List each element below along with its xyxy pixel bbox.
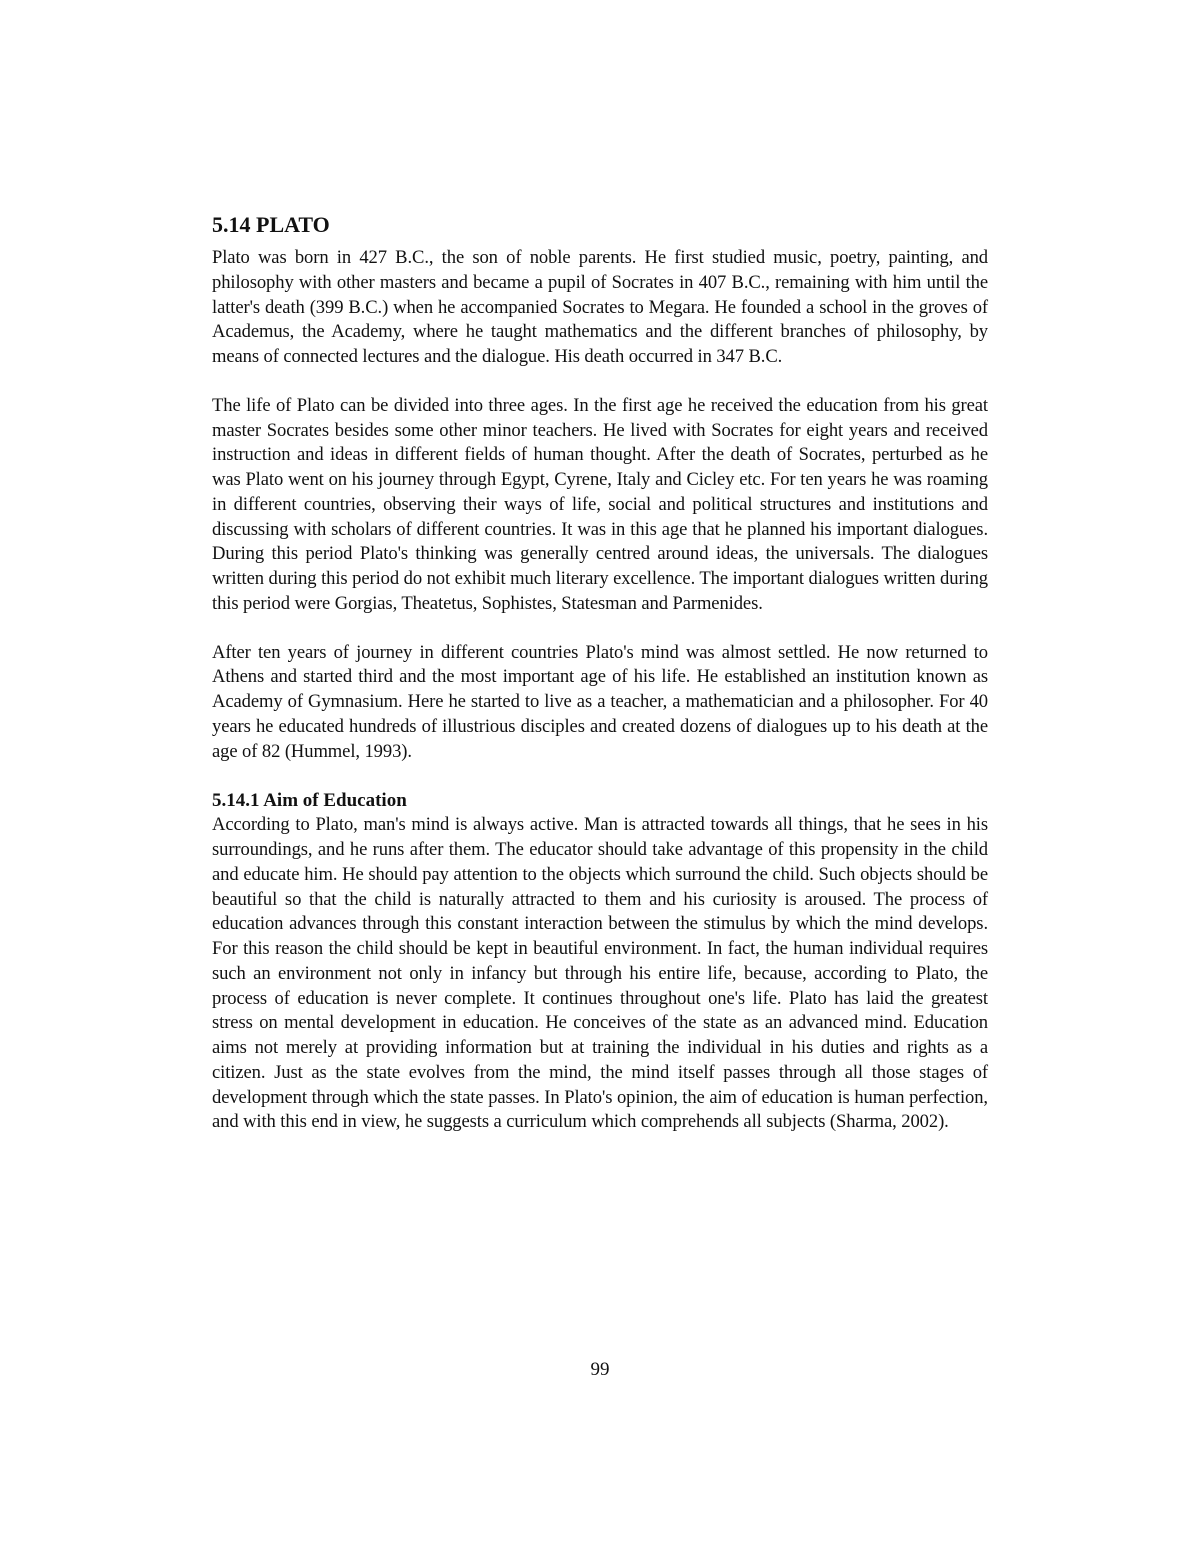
page-number: 99 <box>590 1359 610 1380</box>
paragraph-birth: Plato was born in 427 B.C., the son of noble parents. He first studied music, poetry, painting, and philosophy with other masters and became a pupil of Socrates in 407 B.C., remaining with him until the latter's death (399 B.C.) when he accompanied Socrates to Megara. He founded a school in the groves of Academus, the Academy, where he taught mathematics and the different branches of philosophy, by means of connected lectures and the dialogue. His death occurred in 347 B.C. <box>212 247 988 367</box>
paragraph-three-ages: The life of Plato can be divided into three ages. In the first age he received the education from his great master Socrates besides some other minor teachers. He lived with Socrates for eight years and received instruction and ideas in different fields of human thought. After the death of Socrates, perturbed as he was Plato went on his journey through Egypt, Cyrene, Italy and Cicley etc. For ten years he was roaming in different countries, observing their ways of life, social and political structures and institutions and discussing with scholars of different countries. It was in this age that he planned his important dialogues. During this period Plato's thinking was generally centred around ideas, the universals. The dialogues written during this period do not exhibit much literary excellence. The important dialogues written during this period were Gorgias, Theatetus, Sophistes, Statesman and Parmenides. <box>212 394 988 614</box>
subsection-heading: 5.14.1 Aim of Education <box>212 790 407 812</box>
page-content <box>212 210 988 1135</box>
section-heading: 5.14 PLATO <box>212 212 330 237</box>
paragraph-aim-of-education: According to Plato, man's mind is always active. Man is attracted towards all things, that he sees in his surroundings, and he runs after them. The educator should take advantage of this propensity in the child and educate him. He should pay attention to the objects which surround the child. Such objects should be beautiful so that the child is naturally attracted to them and his curiosity is aroused. The process of education advances through this constant interaction between the stimulus by which the mind develops. For this reason the child should be kept in beautiful environment. In fact, the human individual requires such an environment not only in infancy but through his entire life, because, according to Plato, the process of education is never complete. It continues throughout one's life. Plato has laid the greatest stress on mental development in education. He conceives of the state as an advanced mind. Education aims not merely at providing information but at training the individual in his duties and rights as a citizen. Just as the state evolves from the mind, the mind itself passes through all those stages of development through which the state passes. In Plato's opinion, the aim of education is human perfection, and with this end in view, he suggests a curriculum which comprehends all subjects (Sharma, 2002). <box>212 814 988 1133</box>
paragraph-return-athens: After ten years of journey in different countries Plato's mind was almost settled. He now returned to Athens and started third and the most important age of his life. He established an institution known as Academy of Gymnasium. Here he started to live as a teacher, a mathematician and a philosopher. For 40 years he educated hundreds of illustrious disciples and created dozens of dialogues up to his death at the age of 82 (Hummel, 1993). <box>212 641 988 762</box>
